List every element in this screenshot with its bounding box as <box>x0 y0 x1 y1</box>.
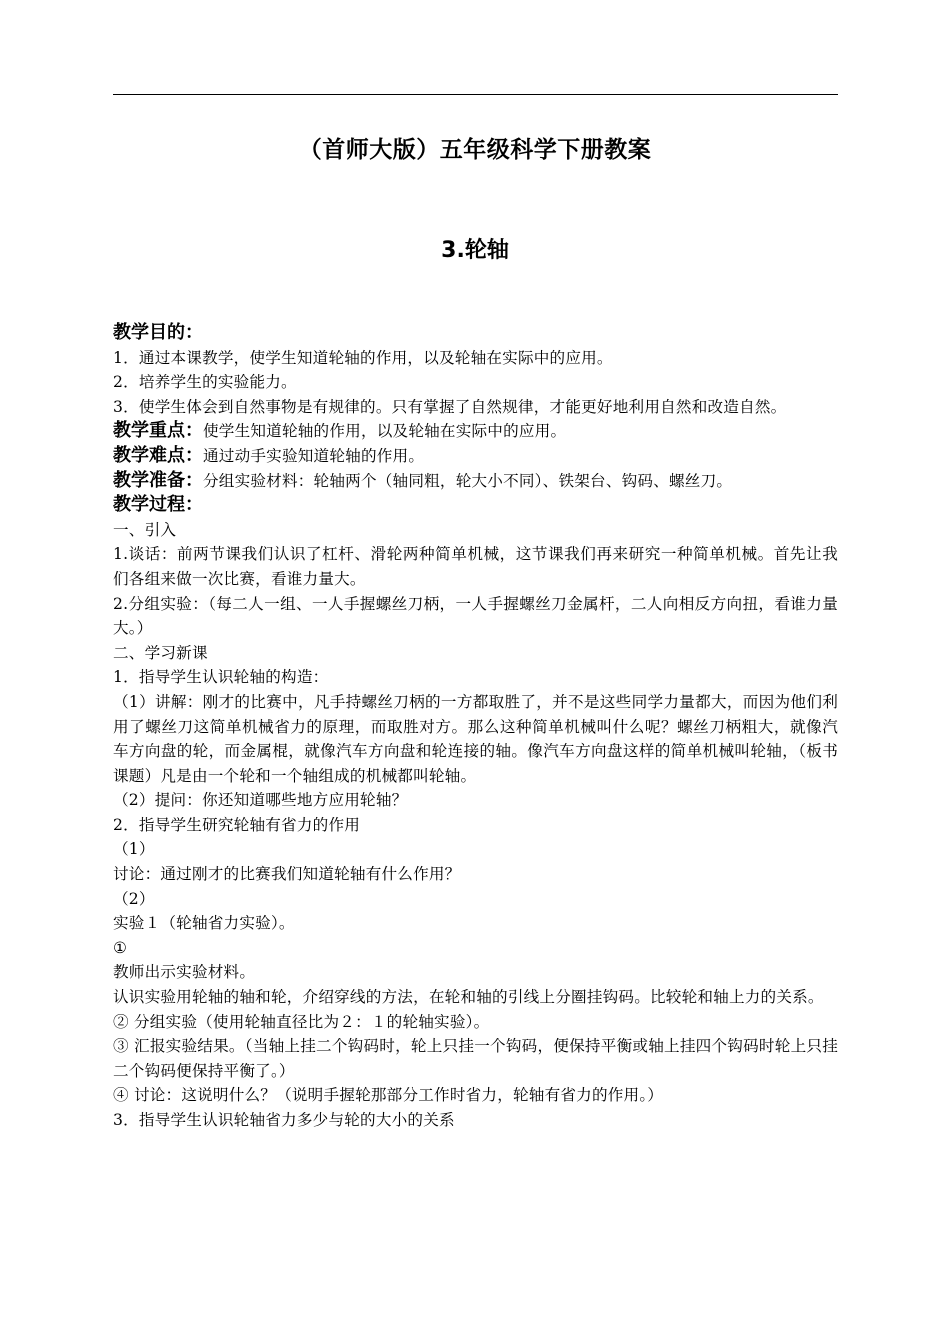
process-paragraph: 1．指导学生认识轮轴的构造： <box>113 668 329 687</box>
difficulty <box>113 444 838 469</box>
document-body <box>113 321 838 1133</box>
process-paragraph: 讨论：通过刚才的比赛我们知道轮轴有什么作用？ <box>113 865 461 884</box>
process-paragraph: ④ 讨论：这说明什么？（说明手握轮那部分工作时省力，轮轴有省力的作用。） <box>113 1086 664 1105</box>
process-paragraph: 教师出示实验材料。 <box>113 963 256 982</box>
process-paragraph: （2） <box>113 889 155 908</box>
preparation <box>113 469 838 494</box>
process-paragraph: 认识实验用轮轴的轴和轮，介绍穿线的方法，在轮和轴的引线上分圈挂钩码。比较轮和轴上力的关系。 <box>113 988 824 1007</box>
objective-item: 3．使学生体会到自然事物是有规律的。只有掌握了自然规律，才能更好地利用自然和改造自然。 <box>113 397 787 416</box>
process-paragraph: 二、学习新课 <box>113 643 208 662</box>
process-paragraph: （2）提问：你还知道哪些地方应用轮轴？ <box>113 791 408 810</box>
difficulty-text: 通过动手实验知道轮轴的作用。 <box>203 446 425 465</box>
process-paragraph: ③ 汇报实验结果。（当轴上挂二个钩码时，轮上只挂一个钩码，便保持平衡或轴上挂四个钩码时轮上只挂二个钩码便保持平衡了。） <box>113 1037 838 1080</box>
key-point-label: 教学重点： <box>113 420 203 442</box>
process-paragraph: ② 分组实验（使用轮轴直径比为２：１的轮轴实验）。 <box>113 1012 490 1031</box>
process-paragraph: （1） <box>113 840 155 859</box>
objective-item: 2．培养学生的实验能力。 <box>113 373 297 392</box>
process-paragraph: ① <box>113 938 128 957</box>
header-rule <box>113 94 838 95</box>
process-paragraph: 2.分组实验：（每二人一组、一人手握螺丝刀柄，一人手握螺丝刀金属杆，二人向相反方向扭，看谁力量大。） <box>113 594 838 638</box>
process-paragraph: （1）讲解：刚才的比赛中，凡手持螺丝刀柄的一方都取胜了，并不是这些同学力量都大，而因为他们利用了螺丝刀这简单机械省力的原理，而取胜对方。那么这种简单机械叫什么呢？螺丝刀柄粗大，就像汽车方向盘的轮，而金属棍，就像汽车方向盘和轮连接的轴。像汽车方向盘这样的简单机械叫轮轴，（板书课题）凡是由一个轮和一个轴组成的机械都叫轮轴。 <box>113 692 838 785</box>
preparation-text: 分组实验材料：轮轴两个（轴同粗，轮大小不同）、铁架台、钩码、螺丝刀。 <box>203 471 733 490</box>
objectives-heading: 教学目的： <box>113 322 203 343</box>
process-heading: 教学过程： <box>113 494 203 516</box>
lesson-title: 3.轮轴 <box>441 238 509 263</box>
difficulty-label: 教学难点： <box>113 444 203 466</box>
process-paragraph: 2．指导学生研究轮轴有省力的作用 <box>113 815 361 834</box>
process-paragraph: 3．指导学生认识轮轴省力多少与轮的大小的关系 <box>113 1111 455 1129</box>
process-paragraph: 实验１（轮轴省力实验）。 <box>113 914 295 933</box>
key-point-text: 使学生知道轮轴的作用，以及轮轴在实际中的应用。 <box>203 422 567 441</box>
objective-item: 1．通过本课教学，使学生知道轮轴的作用，以及轮轴在实际中的应用。 <box>113 348 613 367</box>
preparation-label: 教学准备： <box>113 469 203 491</box>
document-title: （首师大版）五年级科学下册教案 <box>298 137 652 163</box>
process-paragraph: 1.谈话：前两节课我们认识了杠杆、滑轮两种简单机械，这节课我们再来研究一种简单机械。首先让我们各组来做一次比赛，看谁力量大。 <box>113 545 838 588</box>
key-point <box>113 419 838 444</box>
process-paragraph: 一、引入 <box>113 520 177 539</box>
